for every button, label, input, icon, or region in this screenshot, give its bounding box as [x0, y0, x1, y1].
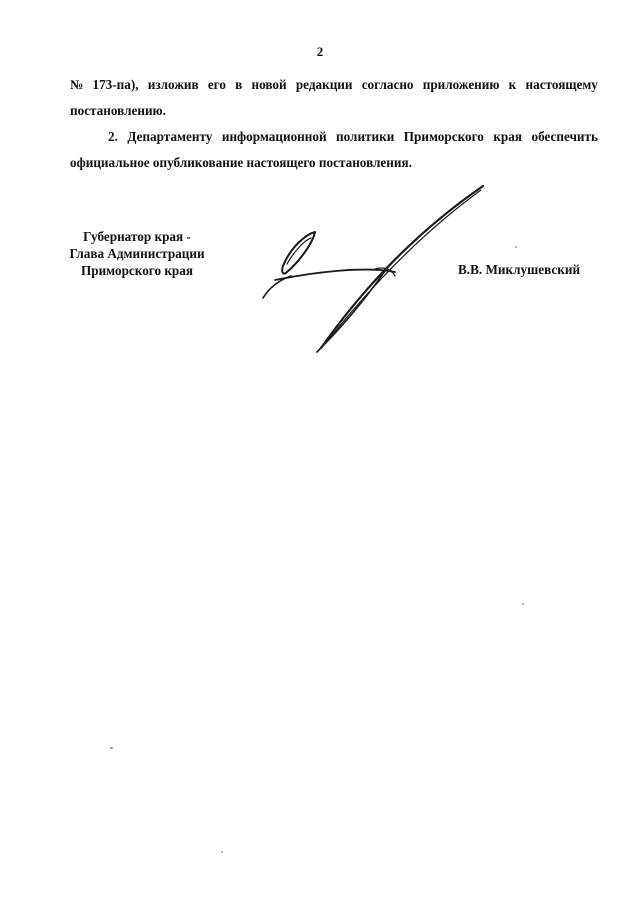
paragraph-1-word: его [207, 77, 226, 92]
paragraph-2 [70, 124, 598, 176]
paragraph-1-word: изложив [147, 77, 199, 92]
paragraph-2-word: Департаменту [127, 129, 213, 144]
scan-speck [221, 851, 223, 853]
signatory-title-line-3: Приморского края [80, 263, 193, 278]
paragraph-2-word: Приморского [403, 129, 484, 144]
signatory-title [62, 228, 212, 279]
paragraph-1-line-2: постановлению. [70, 103, 166, 118]
paragraph-1-word: настоящему [525, 77, 598, 92]
paragraph-1 [70, 72, 598, 124]
paragraph-1-word: в [235, 77, 243, 92]
paragraph-1-word: к [508, 77, 517, 92]
paragraph-1-line-1 [70, 72, 598, 98]
paragraph-2-word: края [493, 129, 522, 144]
paragraph-2-word: политики [336, 129, 395, 144]
signatory-name: В.В. Миклушевский [458, 262, 581, 277]
scan-speck [515, 246, 517, 248]
paragraph-1-word: № [70, 77, 84, 92]
signatory-title-line-2: Глава Администрации [69, 246, 205, 261]
paragraph-1-word: редакции [295, 77, 353, 92]
paragraph-1-word: приложению [422, 77, 500, 92]
paragraph-1-word: новой [251, 77, 287, 92]
paragraph-2-line-2: официальное опубликование настоящего постановления. [70, 155, 412, 170]
scan-speck [522, 603, 524, 605]
paragraph-1-word: согласно [361, 77, 414, 92]
scan-speck [110, 747, 113, 749]
paragraph-2-word: информационной [221, 129, 327, 144]
paragraph-2-line-1 [70, 124, 598, 150]
paragraph-2-word: 2. [108, 129, 118, 144]
paragraph-2-word: обеспечить [531, 129, 598, 144]
signatory-title-line-1: Губернатор края - [83, 229, 191, 244]
paragraph-1-word: 173-па), [92, 77, 139, 92]
page-number: 2 [316, 44, 324, 59]
